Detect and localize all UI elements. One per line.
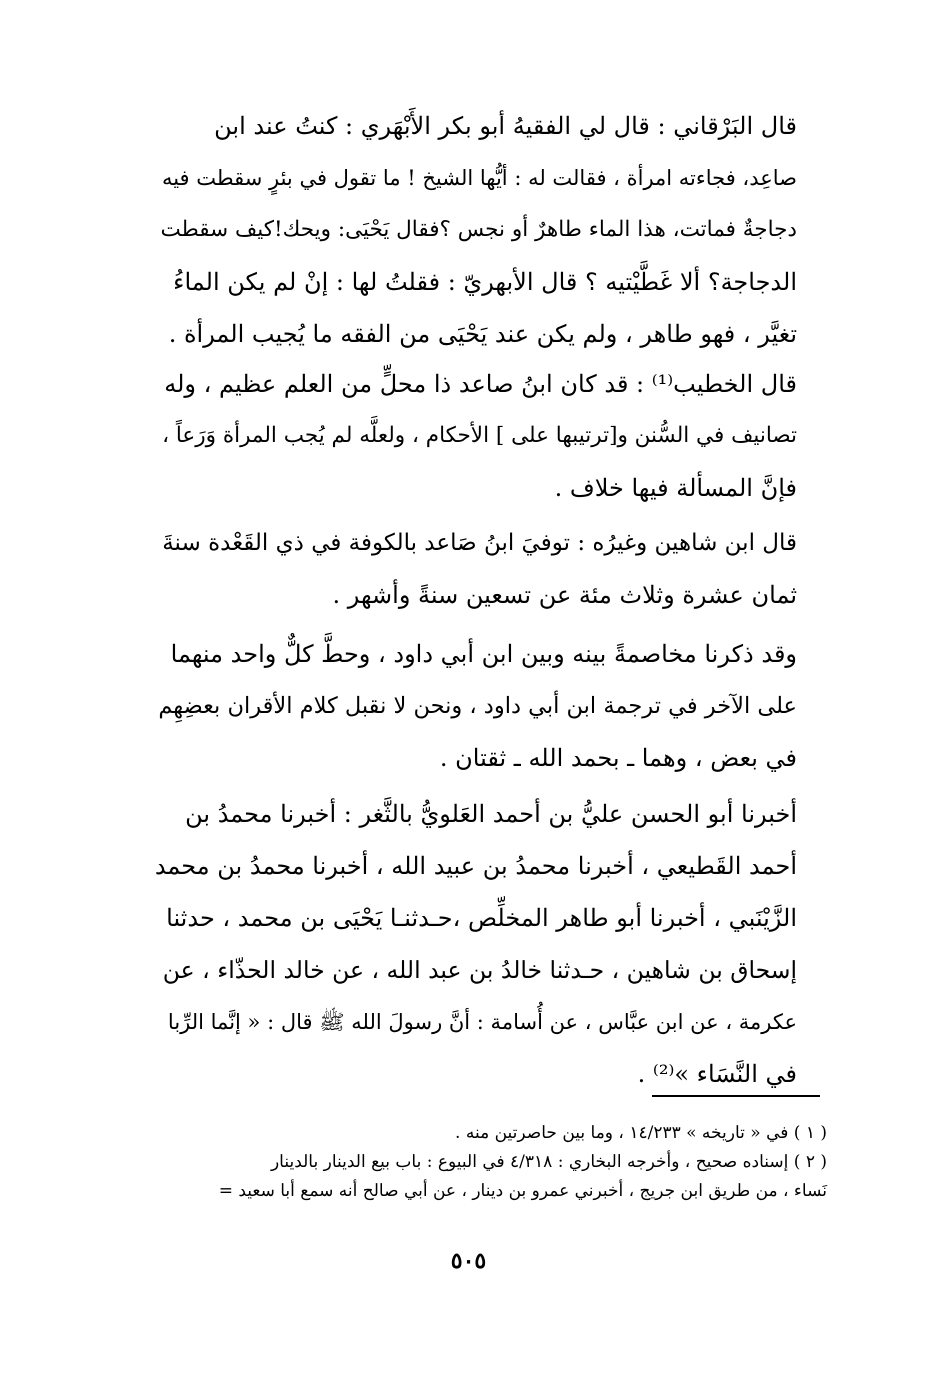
- page-number: ٥٠٥: [450, 1248, 487, 1274]
- footnote-1: ( ١ ) في « تاريخه » ١٤/٢٣٣ ، وما بين حاصرتين منه .: [455, 1123, 827, 1143]
- paragraph-khatib: [155, 358, 827, 528]
- footnote-divider: [652, 1095, 820, 1097]
- paragraph-barqani: [155, 100, 827, 374]
- text-line: أحمد القَطيعي ، أخبرنا محمدُ بن عبيد الله ، أخبرنا محمدُ بن محمد: [154, 852, 797, 880]
- text-line: في النَّسَاء »⁽²⁾ .: [637, 1060, 797, 1088]
- text-line: الزَّيْنَبي ، أخبرنا أبو طاهر المخلِّص ،حـدثنـا يَحْيَى بن محمد ، حدثنا: [166, 904, 797, 932]
- paragraph: [155, 100, 827, 360]
- paragraph: [155, 517, 827, 621]
- footnote-2-continued: نَساء ، من طريق ابن جريج ، أخبرني عمرو بن دينار ، عن أبي صالح أنه سمع أبا سعيد =: [218, 1181, 827, 1201]
- text-line: تغيَّر ، فهو طاهر ، ولم يكن عند يَحْيَى من الفقه ما يُجيب المرأة .: [168, 320, 797, 348]
- footnote-2: ( ٢ ) إسناده صحيح ، وأخرجه البخاري : ٤/٣١٨ في البيوع : باب بيع الدينار بالدينار: [270, 1152, 827, 1172]
- text-line: قال الخطيب⁽¹⁾ : قد كان ابنُ صاعد ذا محلٍّ من العلم عظيم ، وله: [164, 370, 797, 398]
- text-line: وقد ذكرنا مخاصمةً بينه وبين ابن أبي داود ، وحطَّ كلٌّ واحد منهما: [170, 640, 797, 668]
- text-line: أخبرنا أبو الحسن عليُّ بن أحمد العَلويُّ بالثَّغر : أخبرنا محمدُ بن: [185, 800, 797, 828]
- paragraph-ibn-abi-dawud: [155, 628, 827, 798]
- text-line: دجاجةٌ فماتت، هذا الماء طاهرٌ أو نجس ؟فقال يَحْيَى: ويحك!كيف سقطت: [160, 217, 797, 242]
- text-line: فإنَّ المسألة فيها خلاف .: [554, 474, 797, 502]
- text-line: تصانيف في السُّنن و[ترتيبها على ] الأحكام ، ولعلَّه لم يُجب المرأة وَرَعاً ،: [162, 423, 797, 448]
- paragraph-hadith-chain: [155, 788, 827, 1114]
- paragraph: [155, 358, 827, 514]
- footnotes: [155, 1119, 827, 1206]
- paragraph: [155, 788, 827, 1100]
- text-line: عكرمة ، عن ابن عبَّاس ، عن أُسامة : أنَّ رسولَ الله ﷺ قال : « إنَّما الرِّبا: [167, 1010, 797, 1034]
- text-line: على الآخر في ترجمة ابن أبي داود ، ونحن لا نقبل كلام الأقران بعضِهِم: [158, 693, 797, 719]
- text-line: قال ابن شاهين وغيرُه : توفيَ ابنُ صَاعد بالكوفة في ذي القَعْدة سنةَ: [162, 530, 797, 556]
- text-line: الدجاجة؟ ألا غَطَّيْتيه ؟ قال الأبهريّ : فقلتُ لها : إنْ لم يكن الماءُ: [173, 268, 797, 296]
- text-line: صاعِد، فجاءته امرأة ، فقالت له : أيُّها الشيخ ! ما تقول في بئرٍ سقطت فيه: [161, 166, 797, 190]
- paragraph-ibn-shahin: [155, 517, 827, 635]
- text-line: في بعض ، وهما ـ بحمد الله ـ ثقتان .: [439, 744, 797, 772]
- paragraph: [155, 628, 827, 784]
- text-line: إسحاق بن شاهين ، حـدثنا خالدُ بن عبد الله ، عن خالد الحذّاء ، عن: [162, 956, 797, 984]
- text-line: قال البَرْقاني : قال لي الفقيهُ أبو بكر الأَبْهَري : كنتُ عند ابن: [214, 112, 797, 140]
- text-line: ثمان عشرة وثلاث مئة عن تسعين سنةً وأشهر .: [332, 581, 797, 609]
